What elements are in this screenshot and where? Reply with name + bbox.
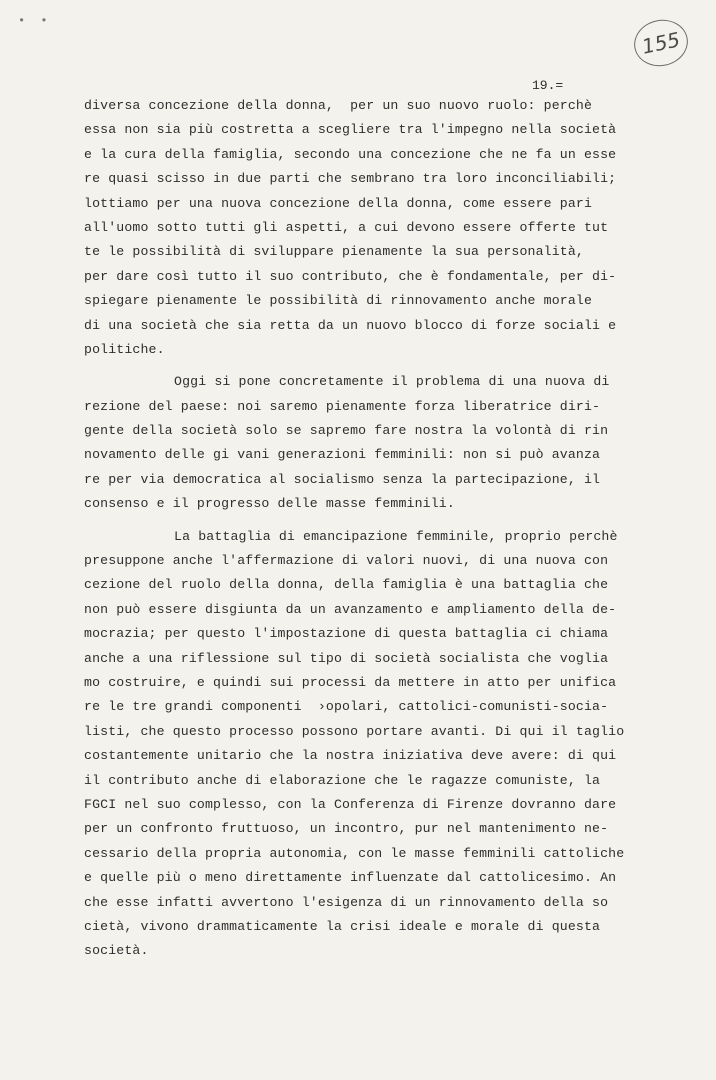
page-number: 19.=: [532, 78, 564, 93]
text-line: società.: [84, 943, 149, 959]
text-line: cessario della propria autonomia, con le masse femminili cattoliche: [84, 845, 625, 861]
text-line: costantemente unitario che la nostra iniziativa deve avere: di qui: [84, 748, 617, 764]
text-line: essa non sia più costretta a scegliere tra l'impegno nella società: [84, 122, 617, 138]
text-line: mocrazia; per questo l'impostazione di questa battaglia ci chiama: [84, 626, 609, 642]
text-line: novamento delle gi vani generazioni femminili: non si può avanza: [84, 447, 601, 463]
text-line: lottiamo per una nuova concezione della donna, come essere pari: [84, 195, 593, 211]
text-line: per dare così tutto il suo contributo, che è fondamentale, per di-: [84, 268, 617, 284]
text-line: il contributo anche di elaborazione che le ragazze comuniste, la: [84, 772, 601, 788]
archive-stamp-number: 155: [639, 27, 683, 59]
text-line: politiche.: [84, 341, 165, 357]
text-line: La battaglia di emancipazione femminile, proprio perchè: [174, 528, 618, 544]
paragraph-gap: [84, 362, 644, 370]
text-line: diversa concezione della donna, per un suo nuovo ruolo: perchè: [84, 98, 593, 113]
text-line: mo costruire, e quindi sui processi da mettere in atto per unifica: [84, 674, 617, 690]
text-line: re le tre grandi componenti ›opolari, cattolici-comunisti-socia-: [84, 699, 609, 715]
text-line: re quasi scisso in due parti che sembrano tra loro inconciliabili;: [84, 171, 617, 187]
text-line: di una società che sia retta da un nuovo blocco di forze sociali e: [84, 317, 617, 333]
text-line: te le possibilità di sviluppare pienamente la sua personalità,: [84, 244, 584, 260]
text-line: per un confronto fruttuoso, un incontro, pur nel mantenimento ne-: [84, 821, 609, 837]
text-line: spiegare pienamente le possibilità di rinnovamento anche morale: [84, 293, 593, 309]
text-line: consenso e il progresso delle masse femminili.: [84, 496, 455, 512]
text-line: anche a una riflessione sul tipo di società socialista che voglia: [84, 650, 609, 666]
text-line: cietà, vivono drammaticamente la crisi ideale e morale di questa: [84, 918, 601, 934]
corner-marks: • •: [18, 14, 52, 28]
body-text: [84, 94, 644, 964]
text-line: Oggi si pone concretamente il problema di una nuova di: [174, 374, 610, 390]
text-line: re per via democratica al socialismo senza la partecipazione, il: [84, 471, 601, 487]
text-line: e quelle più o meno direttamente influenzate dal cattolicesimo. An: [84, 870, 617, 886]
text-line: listi, che questo processo possono portare avanti. Di qui il taglio: [84, 723, 625, 739]
text-line: e la cura della famiglia, secondo una concezione che ne fa un esse: [84, 146, 617, 162]
text-line: presuppone anche l'affermazione di valori nuovi, di una nuova con: [84, 553, 609, 569]
text-line: gente della società solo se sapremo fare nostra la volontà di rin: [84, 423, 609, 439]
text-line: rezione del paese: noi saremo pienamente forza liberatrice diri-: [84, 398, 601, 414]
archive-stamp: [630, 15, 692, 71]
text-line: FGCI nel suo complesso, con la Conferenza di Firenze dovranno dare: [84, 796, 617, 812]
paragraph-gap: [84, 517, 644, 525]
text-line: all'uomo sotto tutti gli aspetti, a cui devono essere offerte tut: [84, 219, 609, 235]
text-line: che esse infatti avvertono l'esigenza di un rinnovamento della so: [84, 894, 609, 910]
text-line: cezione del ruolo della donna, della famiglia è una battaglia che: [84, 577, 609, 593]
text-line: non può essere disgiunta da un avanzamento e ampliamento della de-: [84, 601, 617, 617]
